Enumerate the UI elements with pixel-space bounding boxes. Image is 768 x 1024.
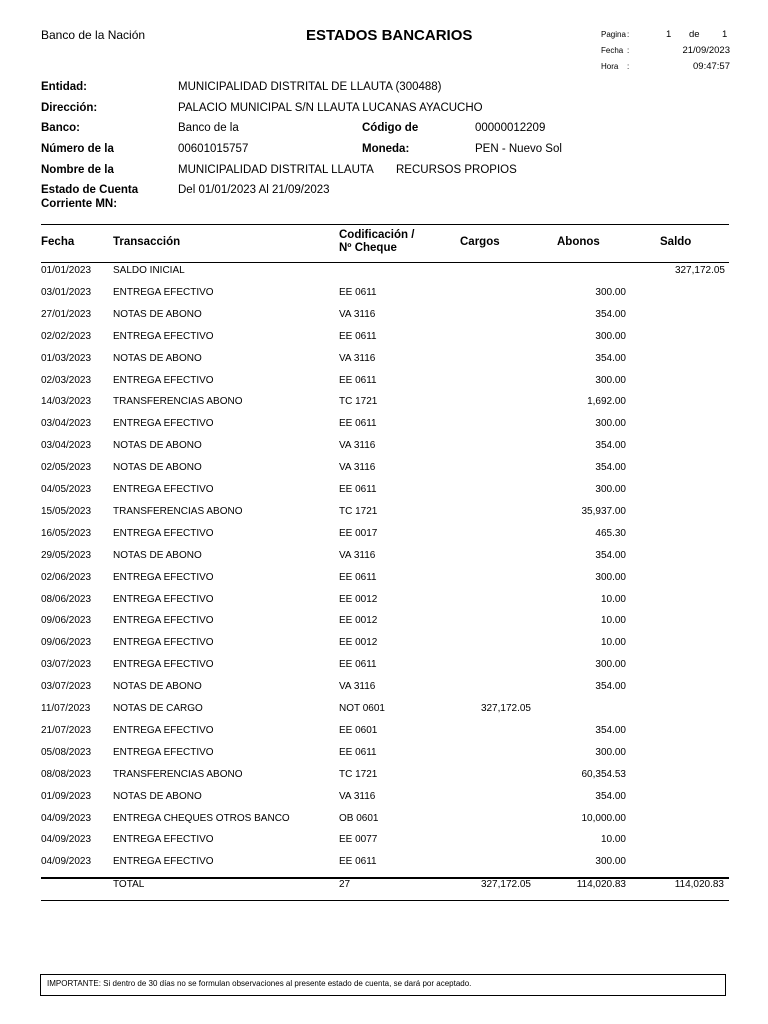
date-label: Fecha — [601, 46, 624, 55]
table-row — [0, 571, 768, 593]
row-abono: 300.00 — [595, 856, 626, 868]
moneda-label: Moneda: — [362, 143, 410, 155]
nombre-value-2: RECURSOS PROPIOS — [396, 164, 517, 176]
row-transaccion: ENTREGA EFECTIVO — [113, 527, 214, 539]
col-header-codificacion — [339, 229, 414, 255]
row-abono: 354.00 — [595, 790, 626, 802]
col-header-cargos: Cargos — [460, 236, 500, 248]
row-fecha: 04/05/2023 — [41, 484, 92, 495]
row-fecha: 29/05/2023 — [41, 549, 92, 561]
row-transaccion: TRANSFERENCIAS ABONO — [113, 396, 243, 408]
row-transaccion: ENTREGA EFECTIVO — [113, 724, 214, 736]
nombre-label: Nombre de la — [41, 164, 114, 176]
table-row — [0, 658, 768, 680]
row-fecha: 11/07/2023 — [41, 703, 91, 714]
row-abono: 1,692.00 — [587, 396, 626, 408]
direccion-label: Dirección: — [41, 102, 98, 114]
row-transaccion: ENTREGA EFECTIVO — [113, 637, 214, 649]
row-transaccion: TRANSFERENCIAS ABONO — [113, 505, 243, 517]
row-fecha: 01/09/2023 — [41, 790, 92, 802]
row-fecha: 09/06/2023 — [41, 637, 92, 649]
row-codificacion: VA 3116 — [339, 681, 376, 693]
time-label: Hora — [601, 62, 619, 71]
row-abono: 354.00 — [595, 549, 626, 561]
row-fecha: 04/09/2023 — [41, 834, 92, 846]
total-row — [0, 879, 768, 901]
entidad-value: MUNICIPALIDAD DISTRITAL DE LLAUTA (300488) — [178, 81, 442, 93]
row-fecha: 03/04/2023 — [41, 418, 92, 430]
row-transaccion: ENTREGA EFECTIVO — [113, 593, 214, 605]
row-transaccion: NOTAS DE ABONO — [113, 681, 202, 693]
table-row — [0, 264, 768, 286]
row-abono: 300.00 — [595, 418, 626, 430]
row-abono: 10.00 — [600, 834, 626, 846]
row-codificacion: EE 0611 — [339, 286, 377, 298]
row-codificacion: EE 0611 — [339, 856, 377, 868]
row-transaccion: NOTAS DE ABONO — [113, 549, 202, 561]
table-row — [0, 439, 768, 461]
total-cargos: 327,172.05 — [480, 879, 531, 890]
row-fecha: 09/06/2023 — [41, 615, 92, 627]
row-codificacion: VA 3116 — [339, 308, 376, 320]
total-bottom-rule — [41, 900, 729, 901]
table-row — [0, 614, 768, 636]
row-abono: 35,937.00 — [581, 505, 626, 517]
table-row — [0, 855, 768, 877]
row-codificacion: TC 1721 — [339, 768, 378, 780]
page-label: Pagina — [601, 30, 626, 39]
row-fecha: 03/01/2023 — [41, 286, 92, 298]
row-abono: 60,354.53 — [581, 768, 626, 780]
row-codificacion: EE 0611 — [339, 374, 377, 386]
row-codificacion: VA 3116 — [339, 549, 376, 561]
row-abono: 10.00 — [600, 615, 626, 627]
table-row — [0, 746, 768, 768]
row-transaccion: NOTAS DE ABONO — [113, 462, 202, 474]
row-transaccion: ENTREGA EFECTIVO — [113, 418, 214, 430]
direccion-value: PALACIO MUNICIPAL S/N LLAUTA LUCANAS AYACUCHO — [178, 102, 483, 114]
table-row — [0, 308, 768, 330]
banco-value: Banco de la — [178, 122, 239, 134]
row-codificacion: EE 0611 — [339, 571, 377, 583]
row-abono: 354.00 — [595, 681, 626, 693]
row-codificacion: NOT 0601 — [339, 703, 385, 714]
row-fecha: 05/08/2023 — [41, 746, 92, 758]
row-fecha: 08/06/2023 — [41, 593, 92, 605]
table-row — [0, 724, 768, 746]
row-fecha: 04/09/2023 — [41, 856, 92, 868]
table-row — [0, 812, 768, 834]
row-transaccion: NOTAS DE ABONO — [113, 308, 202, 320]
table-row — [0, 330, 768, 352]
row-abono: 300.00 — [595, 659, 626, 671]
row-codificacion: OB 0601 — [339, 812, 379, 824]
table-row — [0, 680, 768, 702]
page-total: 1 — [722, 29, 728, 40]
row-fecha: 03/07/2023 — [41, 681, 92, 693]
total-saldo: 114,020.83 — [674, 879, 724, 890]
row-transaccion: ENTREGA EFECTIVO — [113, 856, 214, 868]
row-codificacion: VA 3116 — [339, 790, 376, 802]
col-header-abonos: Abonos — [557, 236, 600, 248]
row-codificacion: EE 0611 — [339, 659, 377, 671]
row-fecha: 04/09/2023 — [41, 812, 92, 824]
row-transaccion: ENTREGA EFECTIVO — [113, 746, 214, 758]
time-colon: : — [627, 62, 630, 71]
bank-name: Banco de la Nación — [41, 28, 146, 42]
table-row — [0, 768, 768, 790]
total-count: 27 — [339, 879, 351, 890]
table-row — [0, 483, 768, 505]
row-cargo: 327,172.05 — [480, 703, 531, 714]
row-codificacion: VA 3116 — [339, 462, 376, 474]
estado-label-2: Corriente MN: — [41, 198, 118, 210]
row-abono: 300.00 — [595, 330, 626, 342]
col-header-fecha: Fecha — [41, 236, 75, 248]
important-notice: IMPORTANTE: Si dentro de 30 días no se formulan observaciones al presente estado de cuenta, se dará por aceptado. — [40, 974, 726, 996]
table-row — [0, 374, 768, 396]
row-fecha: 14/03/2023 — [41, 396, 92, 408]
codigo-label: Código de — [362, 122, 419, 134]
row-fecha: 08/08/2023 — [41, 768, 92, 780]
col-header-codificacion-line1: Codificación / — [339, 229, 415, 241]
row-saldo: 327,172.05 — [674, 265, 725, 276]
row-fecha: 15/05/2023 — [41, 505, 92, 517]
row-abono: 10.00 — [600, 637, 626, 649]
row-fecha: 02/03/2023 — [41, 374, 92, 386]
row-abono: 354.00 — [595, 308, 626, 320]
row-abono: 354.00 — [595, 352, 626, 364]
row-codificacion: EE 0012 — [339, 637, 378, 649]
row-codificacion: EE 0012 — [339, 593, 378, 605]
table-row — [0, 702, 768, 724]
col-header-transaccion: Transacción — [113, 236, 181, 248]
row-transaccion: ENTREGA EFECTIVO — [113, 571, 214, 583]
row-transaccion: NOTAS DE ABONO — [113, 790, 202, 802]
row-fecha: 21/07/2023 — [41, 724, 92, 736]
row-transaccion: ENTREGA EFECTIVO — [113, 659, 214, 671]
row-transaccion: NOTAS DE ABONO — [113, 440, 202, 452]
row-transaccion: TRANSFERENCIAS ABONO — [113, 768, 243, 780]
row-transaccion: ENTREGA CHEQUES OTROS BANCO — [113, 812, 290, 824]
row-abono: 300.00 — [595, 746, 626, 758]
table-row — [0, 505, 768, 527]
codigo-value: 00000012209 — [475, 122, 546, 134]
row-codificacion: EE 0611 — [339, 330, 377, 342]
page-of: de — [689, 29, 700, 40]
table-row — [0, 417, 768, 439]
row-codificacion: TC 1721 — [339, 505, 378, 517]
numero-label: Número de la — [41, 143, 114, 155]
row-transaccion: SALDO INICIAL — [113, 265, 185, 276]
row-codificacion: TC 1721 — [339, 396, 378, 408]
row-fecha: 01/03/2023 — [41, 352, 92, 364]
row-transaccion: ENTREGA EFECTIVO — [113, 834, 214, 846]
row-codificacion: EE 0012 — [339, 615, 378, 627]
row-fecha: 27/01/2023 — [41, 308, 92, 320]
col-header-codificacion-line2: Nº Cheque — [339, 242, 397, 254]
row-codificacion: EE 0077 — [339, 834, 378, 846]
table-row — [0, 593, 768, 615]
page-number: 1 — [666, 29, 672, 40]
row-transaccion: ENTREGA EFECTIVO — [113, 330, 214, 342]
row-transaccion: ENTREGA EFECTIVO — [113, 286, 214, 298]
row-abono: 354.00 — [595, 462, 626, 474]
row-codificacion: EE 0017 — [339, 527, 378, 539]
time-value: 09:47:57 — [693, 61, 730, 72]
row-fecha: 02/05/2023 — [41, 462, 92, 474]
row-abono: 300.00 — [595, 484, 626, 495]
table-row — [0, 395, 768, 417]
table-row — [0, 790, 768, 812]
row-codificacion: VA 3116 — [339, 440, 376, 452]
row-abono: 10,000.00 — [581, 812, 626, 824]
row-fecha: 16/05/2023 — [41, 527, 92, 539]
row-fecha: 03/07/2023 — [41, 659, 92, 671]
table-header-rule — [41, 262, 729, 263]
col-header-saldo: Saldo — [660, 236, 692, 248]
estado-label-1: Estado de Cuenta — [41, 184, 139, 196]
row-codificacion: EE 0611 — [339, 418, 377, 430]
banco-label: Banco: — [41, 122, 80, 134]
table-row — [0, 352, 768, 374]
table-row — [0, 833, 768, 855]
table-row — [0, 461, 768, 483]
row-abono: 354.00 — [595, 440, 626, 452]
table-top-rule — [41, 224, 729, 225]
row-abono: 465.30 — [595, 527, 626, 539]
row-abono: 300.00 — [595, 374, 626, 386]
row-fecha: 01/01/2023 — [41, 265, 92, 276]
row-abono: 300.00 — [595, 571, 626, 583]
moneda-value: PEN - Nuevo Sol — [475, 143, 562, 155]
table-row — [0, 549, 768, 571]
numero-value: 00601015757 — [178, 143, 249, 155]
row-codificacion: EE 0611 — [339, 484, 377, 495]
table-row — [0, 527, 768, 549]
nombre-value: MUNICIPALIDAD DISTRITAL LLAUTA — [178, 164, 374, 176]
total-abonos: 114,020.83 — [576, 879, 626, 890]
date-colon: : — [627, 46, 630, 55]
entidad-label: Entidad: — [41, 81, 87, 93]
date-value: 21/09/2023 — [682, 45, 730, 56]
row-abono: 300.00 — [595, 286, 626, 298]
row-codificacion: EE 0601 — [339, 724, 378, 736]
table-row — [0, 286, 768, 308]
table-row — [0, 636, 768, 658]
row-abono: 10.00 — [600, 593, 626, 605]
row-transaccion: NOTAS DE CARGO — [113, 703, 203, 714]
row-transaccion: ENTREGA EFECTIVO — [113, 615, 214, 627]
page-title: ESTADOS BANCARIOS — [306, 27, 473, 44]
row-abono: 354.00 — [595, 724, 626, 736]
row-codificacion: EE 0611 — [339, 746, 377, 758]
row-fecha: 02/02/2023 — [41, 330, 92, 342]
page-colon: : — [627, 30, 630, 39]
total-label: TOTAL — [113, 879, 145, 890]
row-fecha: 03/04/2023 — [41, 440, 92, 452]
estado-value: Del 01/01/2023 Al 21/09/2023 — [178, 184, 330, 196]
row-codificacion: VA 3116 — [339, 352, 376, 364]
row-transaccion: ENTREGA EFECTIVO — [113, 484, 214, 495]
row-transaccion: ENTREGA EFECTIVO — [113, 374, 214, 386]
row-transaccion: NOTAS DE ABONO — [113, 352, 202, 364]
row-fecha: 02/06/2023 — [41, 571, 92, 583]
